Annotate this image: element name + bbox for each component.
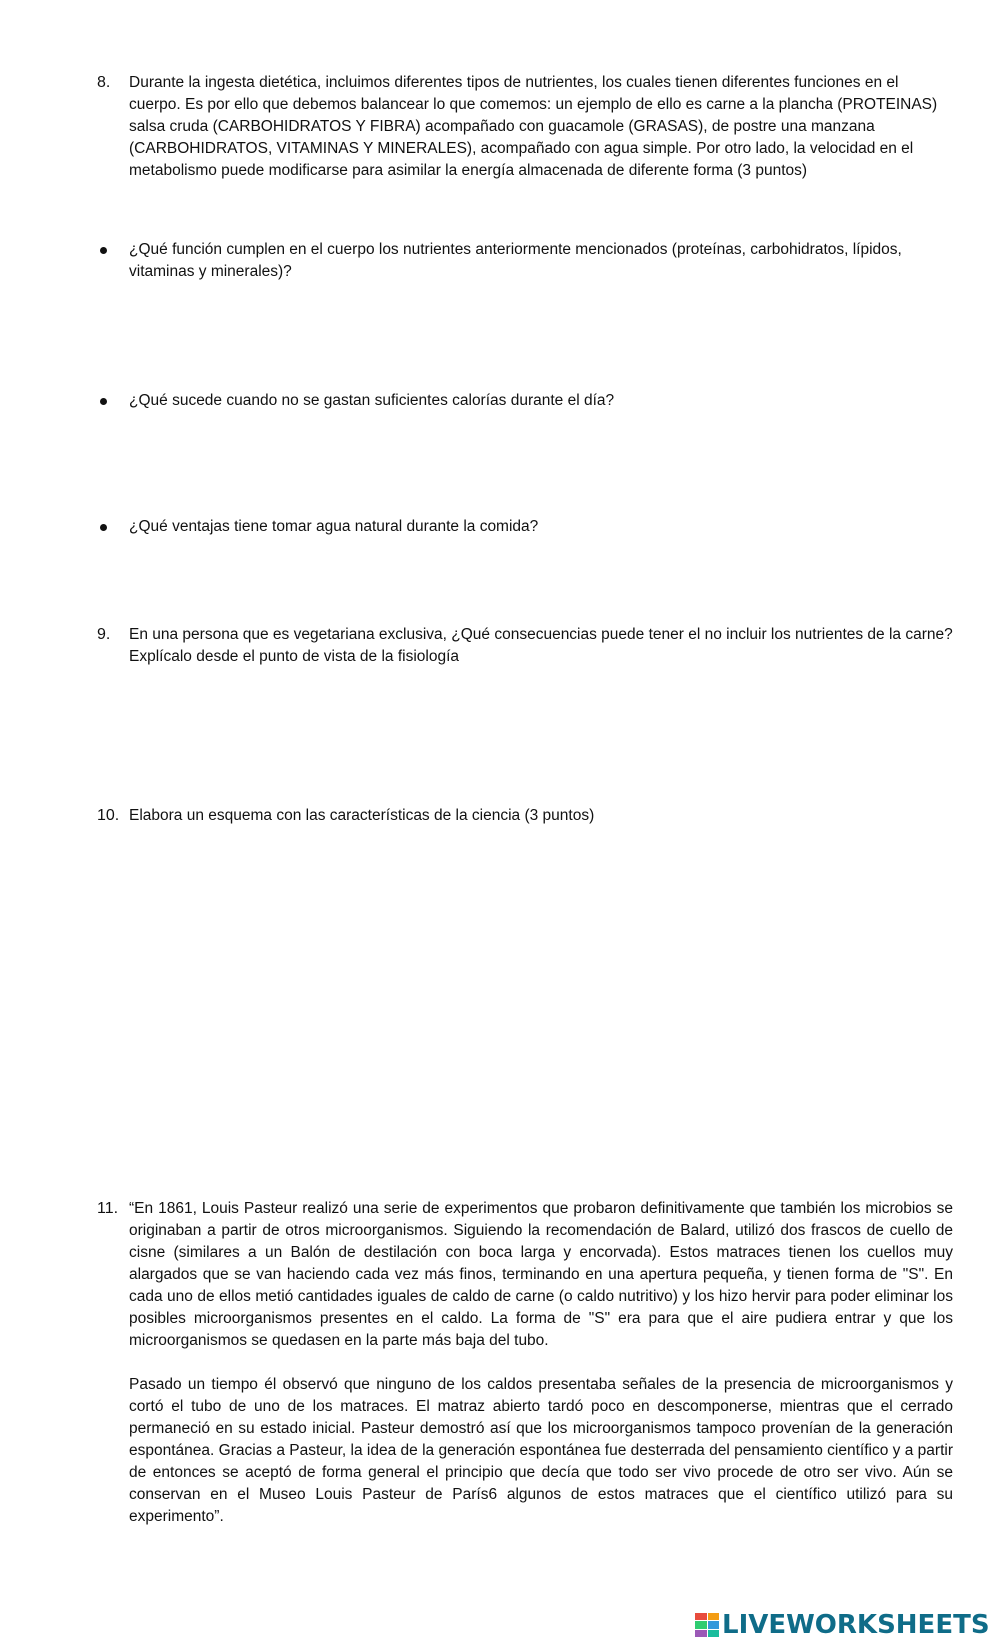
logo-icon [695, 1613, 719, 1637]
question-10-text: Elabora un esquema con las características de la ciencia (3 puntos) [129, 807, 595, 824]
question-8-text: Durante la ingesta dietética, incluimos diferentes tipos de nutrientes, los cuales tienen diferentes funciones en el cuerpo. Es por ello que debemos balancear lo que comemos: un ejemplo de ello es carne a la plancha (PROTEINAS) salsa cruda (CARBOHIDRATOS Y FIBRA) acompañado con guacamole (GRASAS), de postre una manzana (CARBOHIDRATOS, VITAMINAS Y MINERALES), acompañado con agua simple. Por otro lado, la velocidad en el metabolismo puede modificarse para asimilar la energía almacenada de diferente forma (3 puntos) [129, 74, 938, 179]
question-11-paragraph-2: Pasado un tiempo él observó que ninguno de los caldos presentaba señales de la presencia de microorganismos y cortó el tubo de uno de los matraces. El matraz abierto tardó poco en descomponerse, mientras que el cerrado permaneció en su estado inicial. Pasteur demostró así que los microorganismos tampoco provenían de la generación espontánea. Gracias a Pasteur, la idea de la generación espontánea fue desterrada del pensamiento científico y a partir de entonces se aceptó de forma general el principio que decía que todo ser vivo procede de otro ser vivo. Aún se conservan en el Museo Louis Pasteur de París6 algunos de estos matraces que el científico utilizó para su experimento”. [129, 1376, 953, 1525]
question-number: 9. [97, 626, 111, 643]
question-11-paragraph-1: “En 1861, Louis Pasteur realizó una serie de experimentos que probaron definitivamente que también los microbios se originaban a partir de otros microorganismos. Siguiendo la recomendación de Balard, utilizó dos frascos de cuello de cisne (similares a un Balón de destilación con boca larga y encorvada). Estos matraces tienen los cuellos muy alargados que se van haciendo cada vez más finos, terminando en una apertura pequeña, y tienen forma de "S". En cada uno de ellos metió cantidades iguales de caldo de carne (o caldo nutritivo) y los hizo hervir para poder eliminar los posibles microorganismos presentes en el caldo. La forma de "S" era para que el aire pudiera entrar y que los microorganismos se quedasen en la parte más baja del tubo. [129, 1200, 953, 1349]
bullet-text: ¿Qué ventajas tiene tomar agua natural durante la comida? [129, 518, 539, 535]
logo-tile [708, 1613, 720, 1620]
logo-tile [695, 1621, 707, 1628]
question-9-text: En una persona que es vegetariana exclusiva, ¿Qué consecuencias puede tener el no incluir los nutrientes de la carne? Explícalo desde el punto de vista de la fisiología [129, 626, 953, 665]
bullet-icon [100, 247, 107, 254]
question-number: 8. [97, 74, 111, 91]
logo-tile [695, 1630, 707, 1637]
question-11-text [129, 1198, 953, 1528]
bullet-icon [100, 524, 107, 531]
logo-tile [695, 1613, 707, 1620]
logo-text: LIVEWORKSHEETS [722, 1610, 990, 1640]
bullet-text: ¿Qué función cumplen en el cuerpo los nutrientes anteriormente mencionados (proteínas, carbohidratos, lípidos, vitaminas y minerales)? [129, 241, 902, 280]
logo-tile [708, 1621, 720, 1628]
logo-tile [708, 1630, 720, 1637]
bullet-text: ¿Qué sucede cuando no se gastan suficientes calorías durante el día? [129, 392, 615, 409]
question-number: 11. [97, 1200, 119, 1217]
liveworksheets-logo [695, 1608, 990, 1642]
question-number: 10. [97, 807, 120, 824]
bullet-icon [100, 398, 107, 405]
